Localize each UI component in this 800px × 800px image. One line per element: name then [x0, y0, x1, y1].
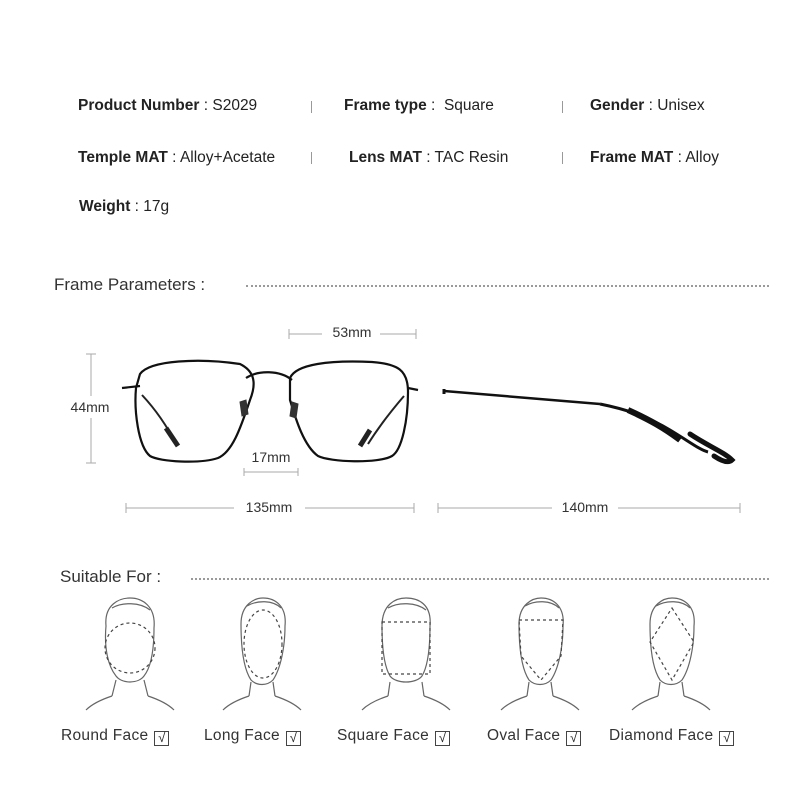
suitable-for-title: Suitable For :: [60, 567, 162, 586]
frame-parameters-title: Frame Parameters :: [54, 275, 206, 294]
face-option-square: Square Face √: [337, 727, 450, 745]
oval-face-icon: [501, 598, 579, 710]
divider: [562, 152, 563, 164]
divider: [311, 101, 312, 113]
checkmark-icon: √: [719, 731, 734, 746]
lens-width-label: 53mm: [332, 324, 372, 340]
spec-lens-mat: Lens MAT : TAC Resin: [349, 149, 509, 166]
frame-width-label: 135mm: [245, 499, 293, 515]
checkmark-icon: √: [435, 731, 450, 746]
dotted-rule: [191, 578, 769, 580]
face-option-diamond: Diamond Face √: [609, 727, 734, 745]
glasses-temple-icon: [444, 389, 732, 462]
long-face-icon: [223, 598, 301, 710]
face-shapes: [0, 596, 800, 716]
face-option-long: Long Face √: [204, 727, 301, 745]
spec-frame-mat: Frame MAT : Alloy: [590, 149, 719, 166]
spec-product-number: Product Number : S2029: [78, 97, 258, 114]
glasses-diagram: [0, 300, 800, 530]
divider: [311, 152, 312, 164]
spec-frame-type: Frame type : Square: [344, 97, 494, 114]
spec-weight: Weight : 17g: [79, 198, 170, 215]
temple-length-label: 140mm: [561, 499, 609, 515]
checkmark-icon: √: [286, 731, 301, 746]
spec-temple-mat: Temple MAT : Alloy+Acetate: [78, 149, 276, 166]
divider: [562, 101, 563, 113]
lens-height-label: 44mm: [70, 399, 110, 415]
checkmark-icon: √: [154, 731, 169, 746]
inner-temples: [142, 395, 404, 446]
square-face-icon: [362, 598, 450, 710]
face-option-round: Round Face √: [61, 727, 169, 745]
bridge-label: 17mm: [251, 449, 291, 465]
diamond-face-icon: [632, 598, 710, 710]
bridge-dimension-line: [244, 468, 298, 476]
spec-gender: Gender : Unisex: [590, 97, 705, 114]
round-face-icon: [86, 598, 174, 710]
face-option-oval: Oval Face √: [487, 727, 581, 745]
glasses-front-icon: [122, 361, 418, 462]
checkmark-icon: √: [566, 731, 581, 746]
dotted-rule: [246, 285, 769, 287]
